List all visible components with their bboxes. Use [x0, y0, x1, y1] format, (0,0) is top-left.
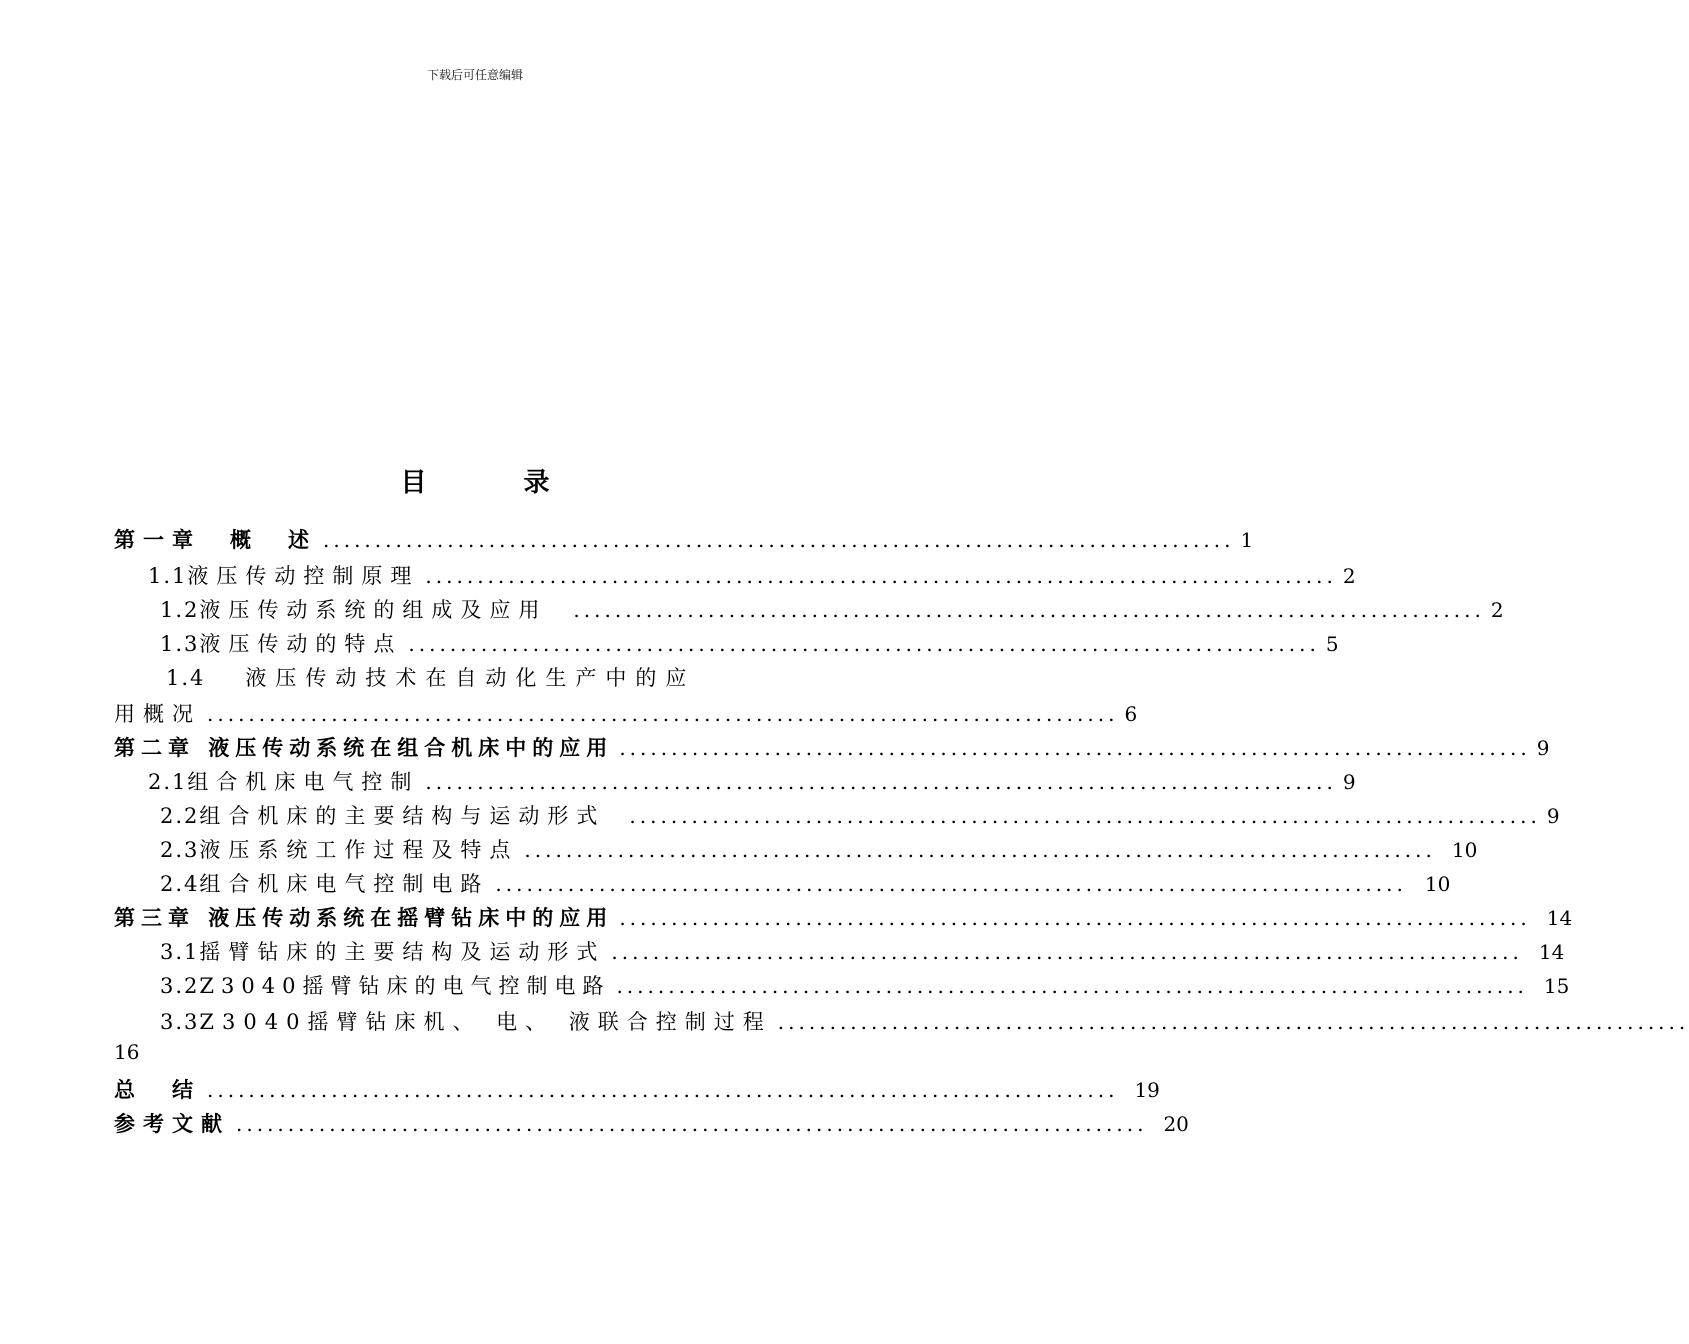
toc-section-number: 2.4: [160, 872, 200, 896]
toc-section-number: 3.1: [160, 940, 200, 964]
toc-leader: ........................................................................................: [408, 632, 1320, 656]
toc-leader: ........................................................................................: [619, 906, 1531, 930]
toc-section-number: 1.1: [148, 564, 188, 588]
toc-entry-label: 液压系统工作过程及特点: [199, 838, 519, 862]
toc-page-number: 2: [1490, 598, 1504, 622]
toc-entry-label: 液压传动控制原理: [187, 564, 420, 588]
toc-entry-1-3[interactable]: [160, 628, 1339, 658]
toc-entry-2-1[interactable]: [148, 766, 1356, 796]
header-note: 下载后可任意编辑: [426, 68, 523, 82]
toc-leader: ........................................................................................: [616, 974, 1528, 998]
toc-page-number: 10: [1424, 872, 1451, 896]
toc-entry-2-2[interactable]: [160, 800, 1560, 830]
toc-section-number: 3.2: [160, 974, 200, 998]
toc-section-number: 2.2: [160, 804, 200, 828]
toc-entry-references[interactable]: [114, 1108, 1189, 1138]
toc-entry-3-1[interactable]: [160, 936, 1565, 966]
toc-leader: ........................................................................................: [207, 702, 1119, 726]
toc-entry-1-2[interactable]: [160, 594, 1504, 624]
toc-entry-label: 第一章 概 述: [114, 528, 317, 552]
toc-page-number: 6: [1124, 702, 1138, 726]
toc-section-number: 1.2: [160, 598, 200, 622]
toc-entry-label: Z3040摇臂钻床机、 电、 液联合控制过程: [199, 1010, 772, 1034]
toc-entry-3-2[interactable]: [160, 970, 1570, 1000]
toc-leader: ........................................................................................: [425, 564, 1337, 588]
toc-page-number: 15: [1543, 974, 1570, 998]
toc-entry-label: 组合机床电气控制: [187, 770, 420, 794]
toc-entry-1-4[interactable]: [166, 662, 846, 692]
toc-entry-1-4-continued[interactable]: [114, 698, 1138, 728]
toc-entry-label: 组合机床电气控制电路: [199, 872, 490, 896]
toc-leader: ........................................................................................: [323, 528, 1235, 552]
toc-leader: ........................................................................................: [207, 1078, 1119, 1102]
toc-page-number: 14: [1546, 906, 1573, 930]
toc-leader: ........................................................................................: [619, 736, 1531, 760]
toc-entry-label: Z3040摇臂钻床的电气控制电路: [199, 974, 611, 998]
toc-page-number: 9: [1536, 736, 1550, 760]
toc-entry-chapter-1[interactable]: [114, 524, 1254, 554]
toc-leader: ........................................................................................: [629, 804, 1541, 828]
toc-entry-label: 用概况: [114, 702, 201, 726]
toc-section-number: 1.4: [166, 666, 206, 690]
toc-page-number: 5: [1325, 632, 1339, 656]
toc-page-number: 1: [1240, 528, 1254, 552]
toc-entry-summary[interactable]: [114, 1074, 1160, 1104]
toc-section-number: 3.3: [160, 1010, 200, 1034]
toc-leader: ........................................................................................: [611, 940, 1523, 964]
toc-page-number: 9: [1342, 770, 1356, 794]
toc-leader: ........................................................................................: [236, 1112, 1148, 1136]
toc-entry-label: 总 结: [114, 1078, 201, 1102]
toc-entry-label: 组合机床的主要结构与运动形式: [199, 804, 606, 828]
toc-entry-label: 参考文献: [114, 1112, 230, 1136]
toc-section-number: 1.3: [160, 632, 200, 656]
toc-entry-chapter-3[interactable]: [114, 902, 1573, 932]
toc-leader: ........................................................................................: [573, 598, 1485, 622]
toc-page-number: 14: [1538, 940, 1565, 964]
toc-title: 目 录: [400, 468, 594, 498]
toc-entry-2-4[interactable]: [160, 868, 1451, 898]
toc-leader: ........................................................................................: [495, 872, 1407, 896]
toc-entry-label: 液压传动的特点: [199, 632, 403, 656]
toc-entry-3-3-continued[interactable]: [114, 1040, 314, 1064]
toc-entry-3-3[interactable]: [160, 1006, 1689, 1036]
toc-page-number: 9: [1546, 804, 1560, 828]
toc-entry-1-1[interactable]: [148, 560, 1356, 590]
toc-entry-label: 摇臂钻床的主要结构及运动形式: [199, 940, 606, 964]
toc-leader: ........................................................................................: [425, 770, 1337, 794]
toc-page-number: 19: [1134, 1078, 1160, 1102]
toc-entry-chapter-2[interactable]: [114, 732, 1550, 762]
toc-page-number: 16: [114, 1040, 140, 1064]
toc-page-number: 2: [1342, 564, 1356, 588]
toc-section-number: 2.3: [160, 838, 200, 862]
toc-entry-label: 液压传动技术在自动化生产中的应: [245, 666, 696, 690]
toc-leader: ........................................................................................: [777, 1010, 1689, 1034]
toc-page-number: 10: [1451, 838, 1478, 862]
toc-leader: ........................................................................................: [524, 838, 1436, 862]
toc-entry-label: 第二章 液压传动系统在组合机床中的应用: [114, 736, 614, 760]
toc-entry-label: 液压传动系统的组成及应用: [199, 598, 548, 622]
toc-entry-2-3[interactable]: [160, 834, 1478, 864]
toc-entry-label: 第三章 液压传动系统在摇臂钻床中的应用: [114, 906, 614, 930]
toc-page-number: 20: [1163, 1112, 1189, 1136]
toc-section-number: 2.1: [148, 770, 188, 794]
